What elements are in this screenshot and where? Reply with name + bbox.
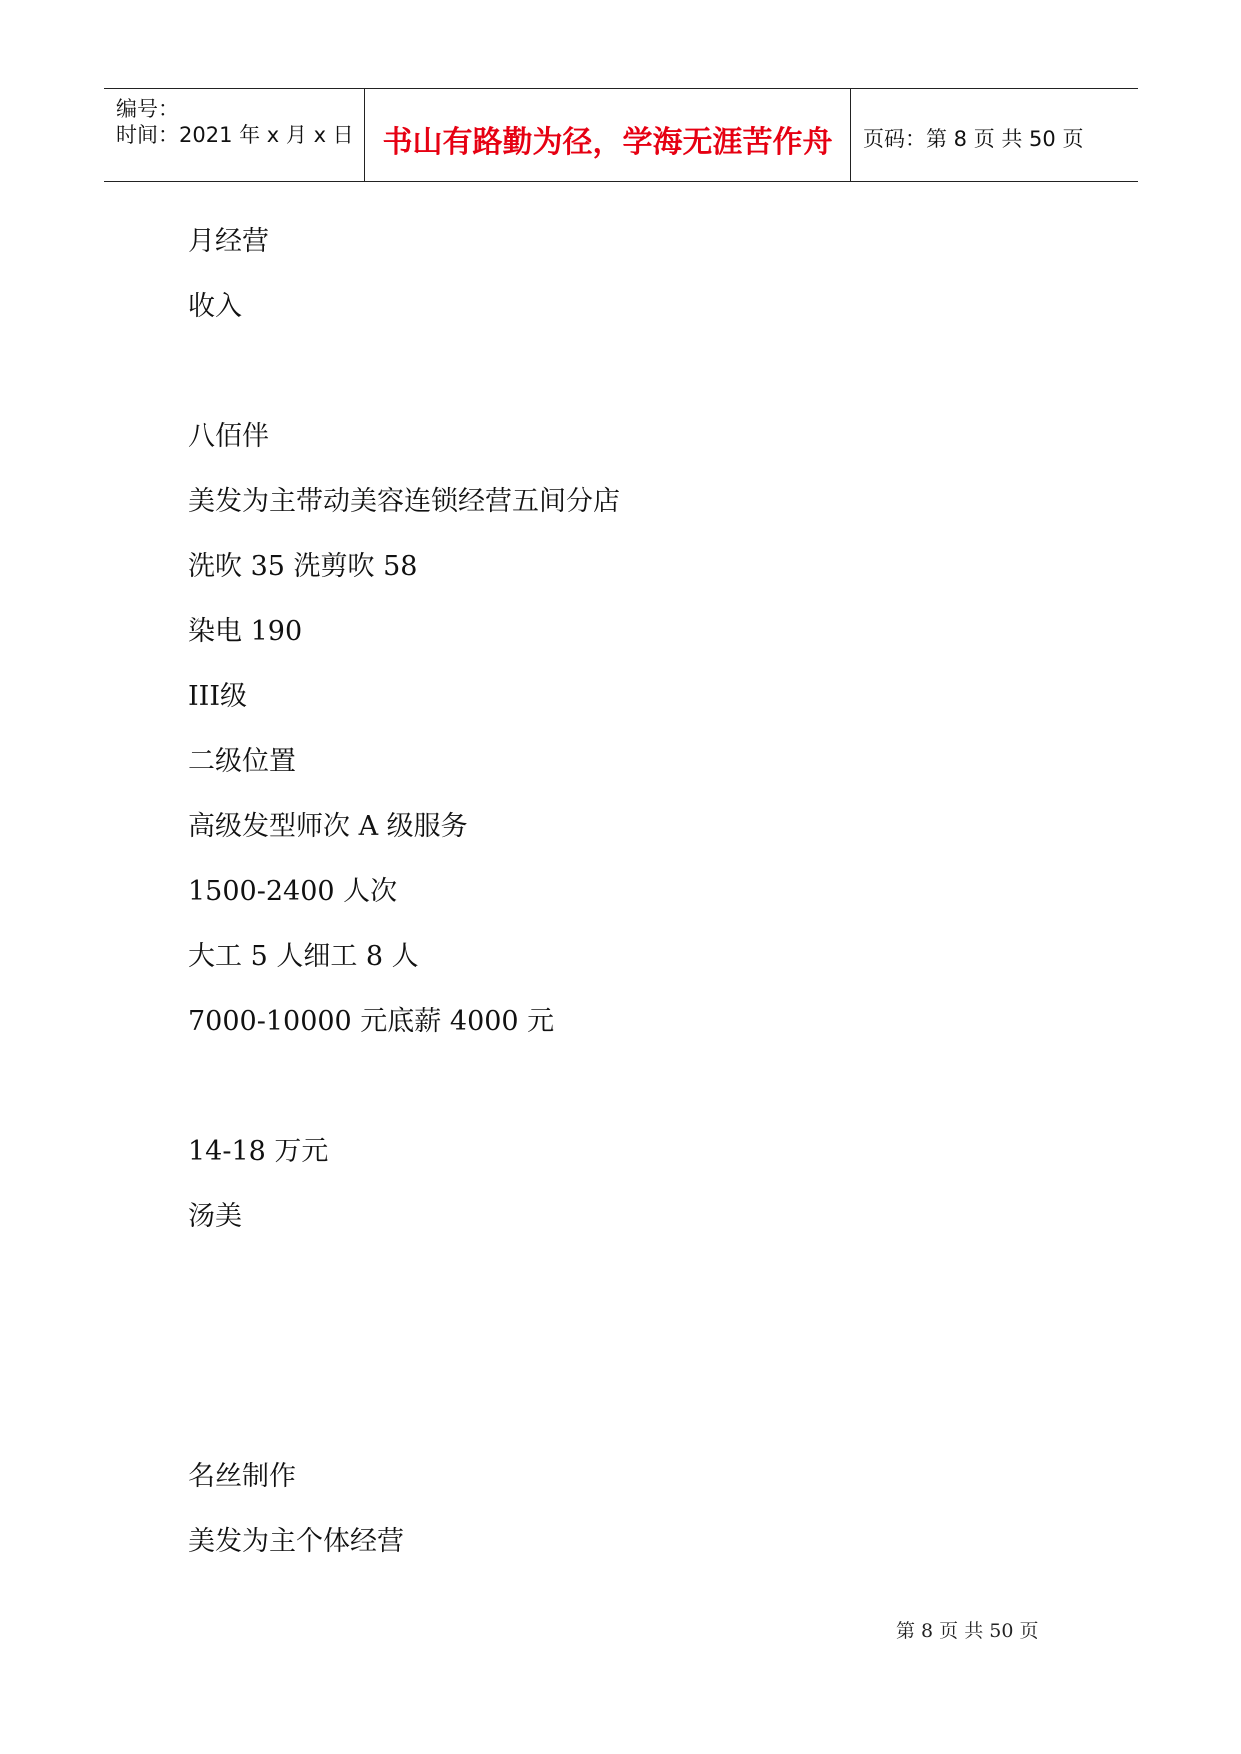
header-page-cell (851, 89, 1138, 181)
body-line: 高级发型师次 A 级服务 (188, 811, 468, 842)
body-line: 八佰伴 (188, 421, 269, 452)
header-slogan: 书山有路勤为径，学海无涯苦作舟 (382, 125, 833, 160)
body-line: 染电 190 (188, 616, 303, 647)
body-line: 二级位置 (188, 746, 296, 777)
body-line: 大工 5 人细工 8 人 (188, 941, 419, 972)
header-page-code: 页码：第 8 页 共 50 页 (863, 127, 1084, 151)
document-date-label: 时间：2021 年 x 月 x 日 (116, 123, 354, 147)
header-info-cell (104, 89, 365, 181)
body-line: 美发为主带动美容连锁经营五间分店 (188, 486, 620, 517)
page-footer: 第 8 页 共 50 页 (896, 1620, 1039, 1642)
body-line: 月经营 (188, 226, 269, 257)
header-slogan-cell (365, 89, 851, 181)
body-line: 汤美 (188, 1201, 242, 1232)
body-line: 美发为主个体经营 (188, 1526, 404, 1557)
page-header (104, 88, 1138, 182)
body-line: 7000-10000 元底薪 4000 元 (188, 1006, 555, 1037)
body-line: III级 (188, 681, 247, 712)
body-line: 收入 (188, 291, 242, 322)
body-line: 1500-2400 人次 (188, 876, 398, 907)
body-line: 洗吹 35 洗剪吹 58 (188, 551, 418, 582)
body-line: 名丝制作 (188, 1461, 296, 1492)
document-number-label: 编号： (116, 97, 179, 121)
body-line: 14-18 万元 (188, 1136, 329, 1167)
